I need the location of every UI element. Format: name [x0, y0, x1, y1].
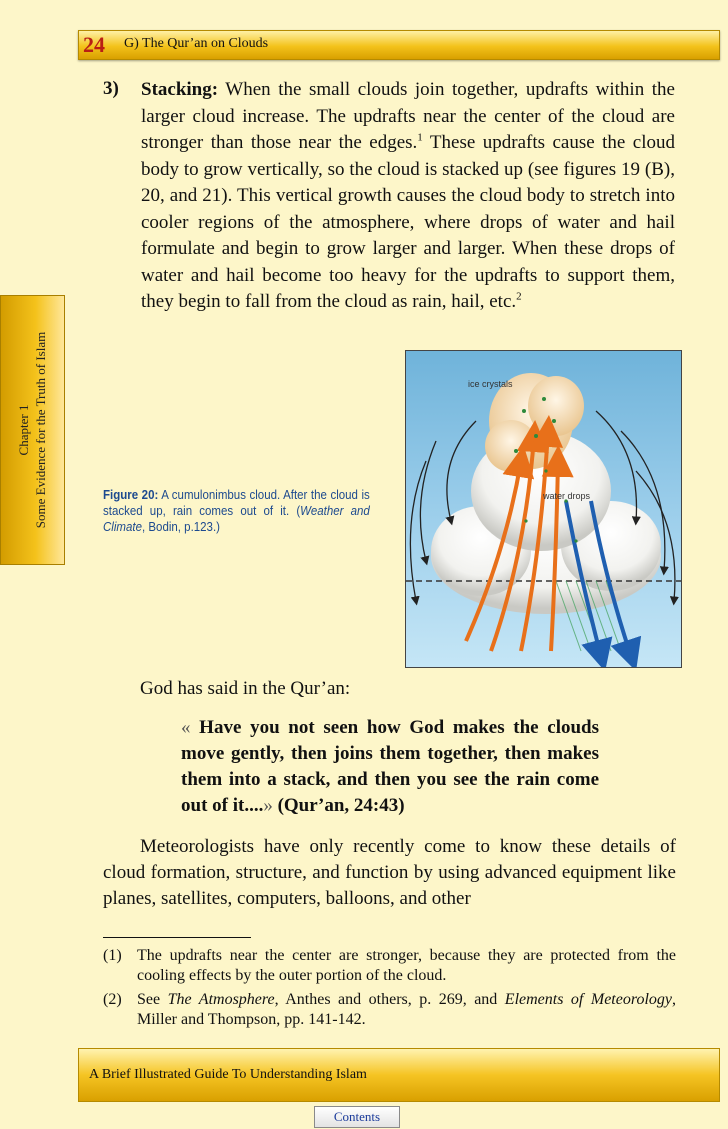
ice-crystals-label: ice crystals: [468, 379, 513, 389]
item-number: 3): [103, 78, 119, 99]
meteorologists-paragraph: Meteorologists have only recently come to know these details of cloud formation, structure, and function by using advanced equipment like planes, satellites, computers, balloons, and other: [103, 836, 676, 909]
quote-open-bracket: «: [181, 717, 191, 738]
section-title: G) The Qur’an on Clouds: [124, 36, 269, 51]
footnote-1-text: The updrafts near the center are stronger, because they are protected from the cooling effects by the outer portion of the cloud.: [137, 947, 676, 984]
water-drops-label: water drops: [543, 491, 591, 501]
footer-bar: [78, 1048, 720, 1102]
footnote-1-number: (1): [103, 947, 122, 964]
chapter-title: Some Evidence for the Truth of Islam: [33, 331, 48, 529]
footnote-2-book2: Elements of Meteorology: [504, 991, 673, 1008]
chapter-label: [15, 332, 49, 528]
chapter-side-tab[interactable]: [0, 295, 65, 565]
footnote-2-post: , Miller and Thompson, pp. 141-142.: [137, 991, 677, 1028]
contents-button[interactable]: Contents: [314, 1106, 400, 1128]
footnote-2: [103, 990, 676, 1030]
footnote-divider: [103, 937, 251, 938]
cumulonimbus-illustration: [406, 351, 681, 667]
quran-quote: [181, 715, 599, 819]
footnote-2-mid: , Anthes and others, p. 269, and: [274, 991, 505, 1008]
footnote-2-book1: The Atmosphere: [167, 991, 275, 1008]
caption-source: , Bodin, p.123.): [141, 520, 220, 534]
footnote-2-pre: See: [137, 991, 168, 1008]
quote-intro: God has said in the Qur’an:: [140, 678, 351, 699]
quote-close-bracket: »: [263, 795, 273, 816]
footnote-ref-1[interactable]: 1: [417, 131, 423, 144]
stacking-text-b: These updrafts cause the cloud body to grow vertically, so the cloud is stacked up (see figures 19 (B), 20, and 21). This vertical growth causes the cloud body to stretch into cooler regions of the atmosphere, where drops of water and hail formulate and begin to grow larger and larger. When these drops of water and hail become too heavy for the updrafts to support them, they begin to fall from the cloud as rain, hail, etc.: [141, 132, 675, 312]
figure-caption: [103, 487, 370, 535]
caption-text: A cumulonimbus cloud. After the cloud is stacked up, rain comes out of it. (: [103, 488, 370, 518]
caption-book-title: Weather and Climate: [103, 504, 370, 534]
footnote-2-number: (2): [103, 991, 122, 1008]
footnote-1: [103, 946, 676, 986]
quote-reference: (Qur’an, 24:43): [272, 795, 405, 816]
footnote-2-text: [137, 990, 676, 1030]
header-bar: [78, 30, 720, 60]
book-title: A Brief Illustrated Guide To Understanding Islam: [89, 1067, 367, 1082]
chapter-number: Chapter 1: [16, 404, 31, 456]
stacking-term: Stacking:: [141, 79, 219, 100]
stacking-paragraph: [141, 77, 675, 316]
caption-label: Figure 20:: [103, 488, 159, 502]
stacking-text-a: When the small clouds join together, updrafts within the larger cloud increase. The updrafts near the center of the cloud are stronger than those near the edges.: [141, 79, 675, 153]
quote-text: Have you not seen how God makes the clouds move gently, then joins them together, then makes them into a stack, and then you see the rain come out of it....: [181, 717, 599, 816]
footnote-ref-2[interactable]: 2: [516, 290, 522, 303]
page-number: 24: [83, 32, 105, 57]
cumulonimbus-figure: [405, 350, 682, 668]
